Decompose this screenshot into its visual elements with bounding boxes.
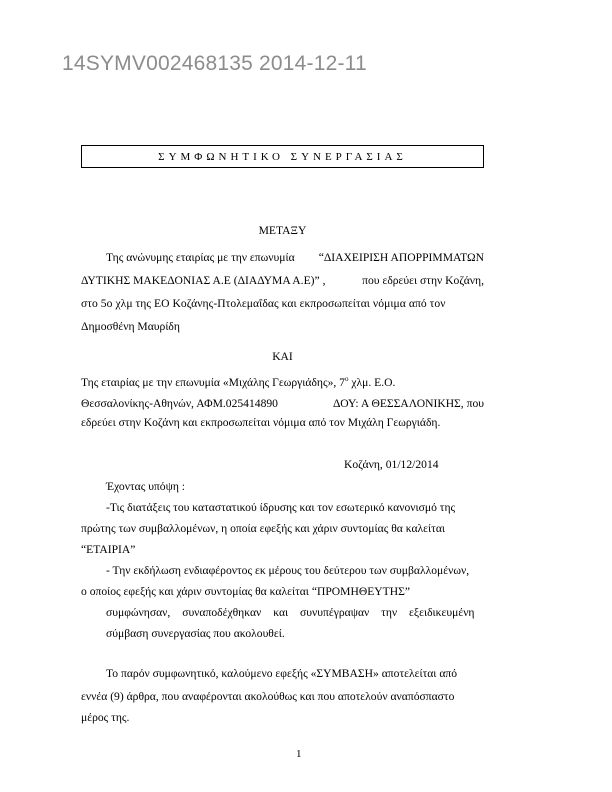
party2-km-superscript: ο	[344, 375, 349, 384]
party1-line-3: στο 5ο χλμ της ΕΟ Κοζάνης-Πτολεμαΐδας και εκπροσωπείται νόμιμα από τον	[81, 297, 446, 310]
clause2-line-1: - Την εκδήλωση ενδιαφέροντος εκ μέρους του δεύτερου των συμβαλλομένων,	[106, 564, 470, 577]
clause2-line-2: ο οποίος εφεξής και χάριν συντομίας θα καλείται “ΠΡΟΜΗΘΕΥΤΗΣ”	[81, 585, 411, 598]
heading-and: ΚΑΙ	[272, 350, 293, 363]
agreed-line-1: συμφώνησαν, συναποδέχθηκαν και συνυπέγραψαν την εξειδικευμένη	[106, 606, 475, 619]
party2-line-1	[81, 376, 484, 390]
party2-line-2a: Θεσσαλονίκης-Αθηνών, ΑΦΜ.025414890	[81, 397, 278, 410]
party1-line-1b: “ΔΙΑΧΕΙΡΙΣΗ ΑΠΟΡΡΙΜΜΑΤΩΝ	[318, 251, 484, 264]
document-title: ΣΥΜΦΩΝΗΤΙΚΟ ΣΥΝΕΡΓΑΣΙΑΣ	[81, 145, 484, 168]
party2-line-1a	[81, 376, 395, 390]
heading-between: ΜΕΤΑΞΥ	[258, 224, 307, 237]
page-number: 1	[296, 748, 302, 760]
clause1-line-3: “ΕΤΑΙΡΙΑ”	[81, 543, 136, 556]
clause1-line-1: -Τις διατάξεις του καταστατικού ίδρυσης και τον εσωτερικό κανονισμό της	[106, 501, 456, 514]
party2-name-text: Της εταιρίας με την επωνυμία «Μιχάλης Γεωργιάδης», 7	[81, 376, 345, 389]
considering-heading: Έχοντας υπόψη :	[106, 480, 186, 493]
party1-line-2a: ΔΥΤΙΚΗΣ ΜΑΚΕΔΟΝΙΑΣ Α.Ε (ΔΙΑΔΥΜΑ Α.Ε)” ,	[81, 274, 326, 287]
party2-km-text: χλμ. Ε.Ο.	[348, 376, 396, 389]
clause1-line-2: πρώτης των συμβαλλομένων, η οποία εφεξής και χάριν συντομίας θα καλείται	[81, 522, 446, 535]
party1-line-1	[106, 251, 484, 265]
party1-line-2	[81, 274, 484, 288]
document-id-watermark: 14SYMV002468135 2014-12-11	[62, 52, 367, 75]
party1-line-1a: Της ανώνυμης εταιρίας με την επωνυμία	[106, 251, 295, 264]
contract-line-2: εννέα (9) άρθρα, που αναφέρονται ακολούθως και που αποτελούν αναπόσπαστο	[81, 690, 455, 703]
party2-line-3: εδρεύει στην Κοζάνη και εκπροσωπείται νόμιμα από τον Μιχάλη Γεωργιάδη.	[81, 416, 441, 429]
party1-line-2b: που εδρεύει στην Κοζάνη,	[362, 274, 484, 287]
party2-line-2b: ΔΟΥ: Α ΘΕΣΣΑΛΟΝΙΚΗΣ, που	[332, 397, 484, 410]
agreed-line-2: σύμβαση συνεργασίας που ακολουθεί.	[106, 627, 285, 640]
contract-line-1: Το παρόν συμφωνητικό, καλούμενο εφεξής «ΣΥΜΒΑΣΗ» αποτελείται από	[106, 667, 458, 680]
contract-line-3: μέρος της.	[81, 711, 130, 724]
party2-line-2	[81, 397, 484, 411]
party1-line-4: Δημοσθένη Μαυρίδη	[81, 320, 180, 333]
document-date: Κοζάνη, 01/12/2014	[344, 458, 439, 471]
